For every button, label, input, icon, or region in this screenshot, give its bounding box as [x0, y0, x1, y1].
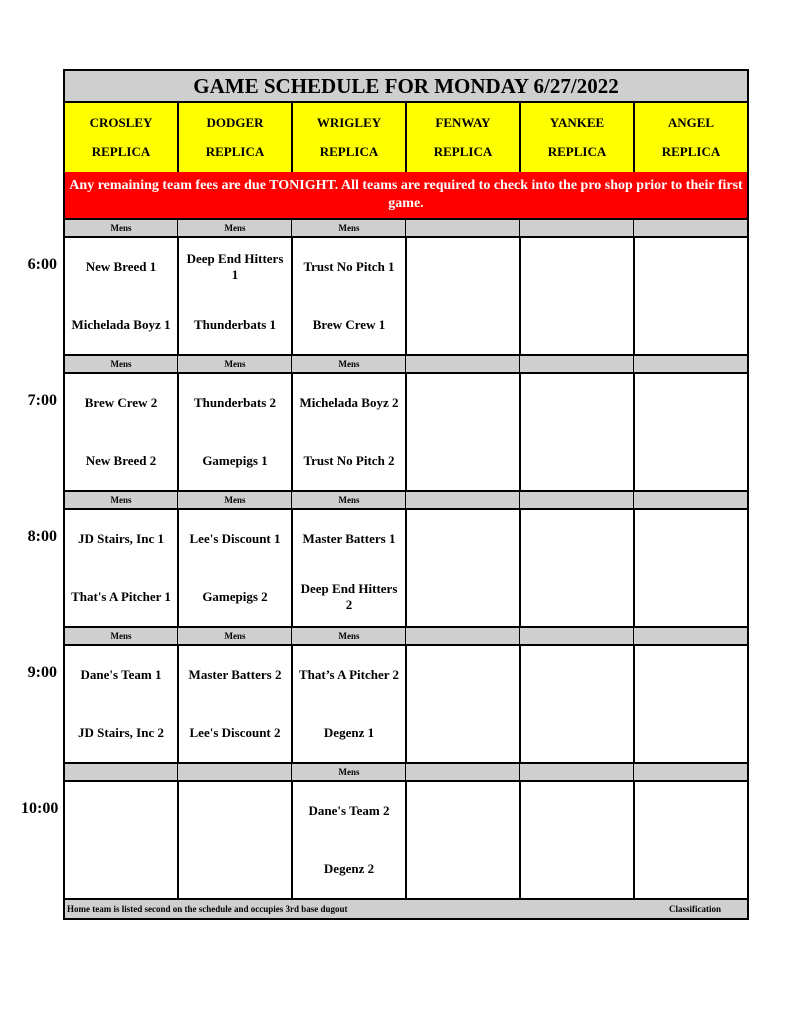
visiting-team	[635, 646, 747, 704]
visiting-team	[521, 646, 633, 704]
game-cell	[521, 510, 633, 626]
classification-cell	[635, 628, 747, 644]
visiting-team: Lee's Discount 1	[189, 531, 281, 546]
field-name: ANGEL	[667, 115, 715, 131]
field-fenway	[407, 103, 519, 172]
game-cell	[521, 646, 633, 762]
classification-cell: Mens	[293, 356, 405, 372]
visiting-team	[65, 782, 177, 840]
visiting-team	[407, 374, 519, 432]
field-name: DODGER	[206, 115, 264, 131]
field-sub: REPLICA	[91, 143, 151, 159]
game-cell	[65, 374, 177, 490]
classification-cell: Mens	[179, 220, 291, 236]
game-cell	[407, 646, 519, 762]
game-cell	[293, 238, 405, 354]
visiting-team	[179, 782, 291, 840]
game-cell	[407, 510, 519, 626]
game-cell	[293, 374, 405, 490]
field-crosley	[65, 103, 177, 172]
home-team	[179, 840, 291, 898]
classification-cell	[635, 764, 747, 780]
classification-row	[63, 218, 749, 238]
visiting-team	[635, 374, 747, 432]
game-cell	[65, 510, 177, 626]
home-team	[635, 704, 747, 762]
game-cell	[635, 510, 747, 626]
classification-label: Classification	[668, 904, 721, 914]
classification-row	[63, 354, 749, 374]
game-cell	[293, 646, 405, 762]
games-row	[63, 238, 749, 354]
classification-row	[63, 490, 749, 510]
field-name: FENWAY	[435, 115, 491, 131]
visiting-team	[407, 238, 519, 296]
game-cell	[179, 510, 291, 626]
home-team	[65, 840, 177, 898]
field-name: CROSLEY	[89, 115, 153, 131]
field-name: WRIGLEY	[316, 115, 382, 131]
game-cell	[65, 782, 177, 898]
time-label: 10:00	[21, 800, 59, 817]
field-angel	[635, 103, 747, 172]
game-cell	[293, 510, 405, 626]
visiting-team	[407, 782, 519, 840]
game-cell	[635, 238, 747, 354]
field-header-row	[63, 103, 749, 172]
home-team	[521, 296, 633, 354]
visiting-team	[521, 510, 633, 568]
classification-cell	[635, 356, 747, 372]
classification-cell	[65, 764, 177, 780]
visiting-team: Michelada Boyz 2	[299, 395, 399, 410]
games-row	[63, 374, 749, 490]
game-cell	[407, 782, 519, 898]
classification-cell	[521, 628, 633, 644]
games-row	[63, 646, 749, 762]
visiting-team	[521, 782, 633, 840]
visiting-team: That’s A Pitcher 2	[298, 667, 400, 682]
field-sub: REPLICA	[319, 143, 379, 159]
home-team: Trust No Pitch 2	[303, 453, 395, 468]
home-team	[635, 432, 747, 490]
home-team: Gamepigs 2	[202, 589, 268, 604]
visiting-team: Master Batters 2	[188, 667, 282, 682]
home-team: Degenz 2	[323, 861, 375, 876]
home-team	[407, 704, 519, 762]
game-cell	[179, 646, 291, 762]
visiting-team: JD Stairs, Inc 1	[78, 531, 164, 546]
field-yankee	[521, 103, 633, 172]
classification-cell	[635, 492, 747, 508]
home-team: Deep End Hitters 2	[300, 581, 398, 612]
game-cell	[65, 646, 177, 762]
classification-cell	[407, 492, 519, 508]
home-team	[521, 568, 633, 626]
field-name: YANKEE	[549, 115, 605, 131]
home-team	[407, 840, 519, 898]
home-team	[521, 840, 633, 898]
visiting-team	[635, 782, 747, 840]
game-cell	[293, 782, 405, 898]
visiting-team: New Breed 1	[85, 259, 157, 274]
fees-notice-banner: Any remaining team fees are due TONIGHT. All teams are required to check into the pro shop prior to their first game.	[63, 172, 749, 218]
classification-cell	[179, 764, 291, 780]
classification-cell: Mens	[65, 356, 177, 372]
classification-cell: Mens	[65, 220, 177, 236]
classification-cell	[635, 220, 747, 236]
classification-cell	[407, 356, 519, 372]
classification-cell: Mens	[179, 356, 291, 372]
classification-cell	[521, 220, 633, 236]
page-title: GAME SCHEDULE FOR MONDAY 6/27/2022	[63, 69, 749, 103]
home-team-note: Home team is listed second on the schedule and occupies 3rd base dugout	[67, 904, 348, 914]
classification-cell: Mens	[293, 764, 405, 780]
visiting-team: Deep End Hitters 1	[186, 251, 284, 282]
time-slots	[21, 218, 749, 898]
field-sub: REPLICA	[661, 143, 721, 159]
game-cell	[635, 646, 747, 762]
classification-row	[63, 762, 749, 782]
games-row	[63, 510, 749, 626]
classification-cell: Mens	[293, 628, 405, 644]
field-wrigley	[293, 103, 405, 172]
home-team: JD Stairs, Inc 2	[78, 725, 164, 740]
classification-cell	[407, 764, 519, 780]
game-cell	[407, 374, 519, 490]
home-team	[407, 432, 519, 490]
game-cell	[521, 374, 633, 490]
field-sub: REPLICA	[433, 143, 493, 159]
time-label: 9:00	[27, 664, 57, 681]
field-dodger	[179, 103, 291, 172]
visiting-team: Dane's Team 2	[308, 803, 390, 818]
classification-cell: Mens	[179, 628, 291, 644]
home-team: Brew Crew 1	[312, 317, 386, 332]
home-team: Degenz 1	[323, 725, 375, 740]
home-team: New Breed 2	[85, 453, 157, 468]
game-cell	[521, 782, 633, 898]
schedule-sheet	[21, 69, 749, 920]
footer-bar	[63, 898, 749, 920]
classification-cell	[521, 356, 633, 372]
game-cell	[179, 782, 291, 898]
home-team	[407, 568, 519, 626]
classification-cell	[521, 764, 633, 780]
games-row	[63, 782, 749, 898]
classification-cell: Mens	[293, 220, 405, 236]
classification-cell: Mens	[65, 628, 177, 644]
home-team	[407, 296, 519, 354]
visiting-team	[521, 374, 633, 432]
game-cell	[65, 238, 177, 354]
visiting-team: Trust No Pitch 1	[303, 259, 395, 274]
game-cell	[179, 238, 291, 354]
home-team	[635, 840, 747, 898]
visiting-team	[635, 510, 747, 568]
visiting-team: Dane's Team 1	[80, 667, 162, 682]
time-slot-block	[27, 218, 749, 354]
visiting-team: Master Batters 1	[302, 531, 396, 546]
home-team	[521, 432, 633, 490]
time-slot-block	[27, 490, 749, 626]
classification-cell	[407, 220, 519, 236]
home-team: That's A Pitcher 1	[71, 589, 171, 604]
field-sub: REPLICA	[205, 143, 265, 159]
visiting-team	[521, 238, 633, 296]
visiting-team	[635, 238, 747, 296]
classification-cell	[407, 628, 519, 644]
time-label: 8:00	[27, 528, 57, 545]
visiting-team	[407, 646, 519, 704]
game-cell	[407, 238, 519, 354]
classification-cell: Mens	[179, 492, 291, 508]
classification-cell: Mens	[65, 492, 177, 508]
game-cell	[635, 374, 747, 490]
time-label: 7:00	[27, 392, 57, 409]
game-cell	[521, 238, 633, 354]
field-sub: REPLICA	[547, 143, 607, 159]
visiting-team	[407, 510, 519, 568]
classification-row	[63, 626, 749, 646]
home-team	[521, 704, 633, 762]
home-team: Lee's Discount 2	[189, 725, 281, 740]
classification-cell: Mens	[293, 492, 405, 508]
game-cell	[635, 782, 747, 898]
home-team	[635, 296, 747, 354]
time-label: 6:00	[27, 256, 57, 273]
game-cell	[179, 374, 291, 490]
time-slot-block	[27, 626, 749, 762]
home-team: Gamepigs 1	[202, 453, 268, 468]
time-slot-block	[27, 354, 749, 490]
home-team	[635, 568, 747, 626]
visiting-team: Brew Crew 2	[84, 395, 158, 410]
home-team: Thunderbats 1	[194, 317, 276, 332]
classification-cell	[521, 492, 633, 508]
home-team: Michelada Boyz 1	[71, 317, 171, 332]
visiting-team: Thunderbats 2	[194, 395, 276, 410]
time-slot-block	[21, 762, 749, 898]
